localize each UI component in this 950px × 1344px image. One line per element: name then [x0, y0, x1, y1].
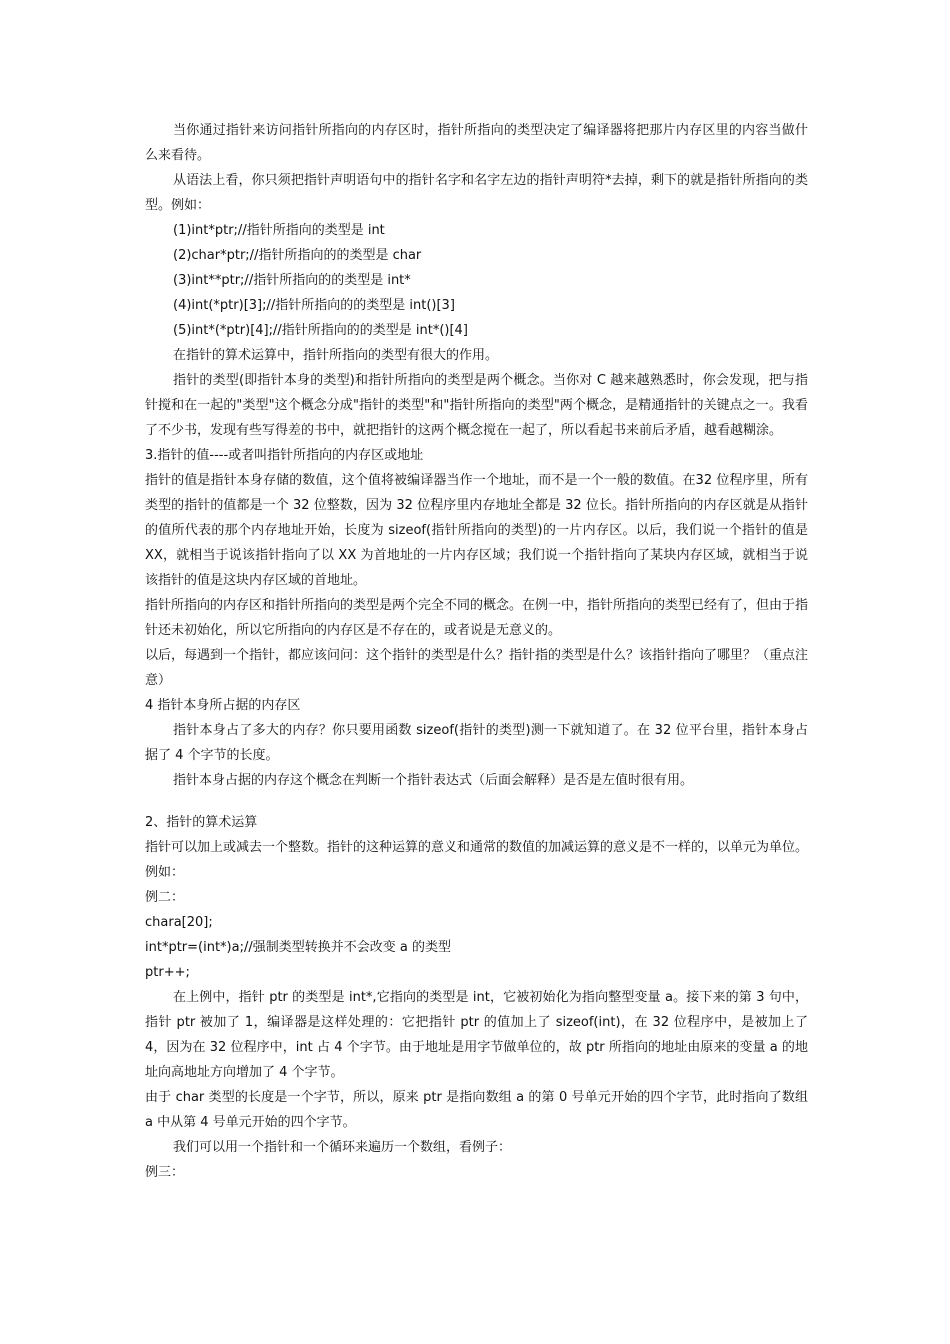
document-body — [145, 118, 808, 1185]
blank-line — [145, 793, 808, 810]
code-line-increment: ptr++; — [145, 965, 190, 980]
paragraph-two-concepts: 指针的类型(即指针本身的类型)和指针所指向的类型是两个概念。当你对 C 越来越熟悉时，你会发现，把与指针搅和在一起的"类型"这个概念分成"指针的类型"和"指针所指向的类型"两个概念，是精通指针的关键点之一。我看了不少书，发现有些写得差的书中，就把指针的这两个概念搅在一起了，所以看起书来前后矛盾，越看越糊涂。 — [145, 373, 808, 438]
example-3-label: 例三： — [145, 1165, 185, 1180]
code-line-pointer-cast: int*ptr=(int*)a;//强制类型转换并不会改变 a 的类型 — [145, 940, 451, 955]
paragraph-questions: 以后，每遇到一个指针，都应该问问：这个指针的类型是什么？指针指的类型是什么？该指针指向了哪里？（重点注意） — [145, 648, 809, 688]
section-heading-pointer-size: 4 指针本身所占据的内存区 — [145, 698, 301, 713]
code-example-3: (3)int**ptr;//指针所指向的的类型是 int* — [173, 273, 411, 288]
paragraph-pointee-type-intro: 当你通过指针来访问指针所指向的内存区时，指针所指向的类型决定了编译器将把那片内存区里的内容当做什么来看待。 — [145, 123, 808, 163]
paragraph-lvalue: 指针本身占据的内存这个概念在判断一个指针表达式（后面会解释）是否是左值时很有用。 — [173, 773, 694, 788]
paragraph-sizeof: 指针本身占了多大的内存？你只要用函数 sizeof(指针的类型)测一下就知道了。在 32 位平台里，指针本身占据了 4 个字节的长度。 — [145, 723, 808, 763]
section-heading-pointer-value: 3.指针的值----或者叫指针所指向的内存区或地址 — [145, 448, 424, 463]
code-example-1: (1)int*ptr;//指针所指向的类型是 int — [173, 223, 385, 238]
paragraph-arithmetic-intro: 指针可以加上或减去一个整数。指针的这种运算的意义和通常的数值的加减运算的意义是不一样的，以单元为单位。例如： — [145, 840, 809, 880]
paragraph-arithmetic-role: 在指针的算术运算中，指针所指向的类型有很大的作用。 — [173, 348, 499, 363]
code-example-5: (5)int*(*ptr)[4];//指针所指向的的类型是 int*()[4] — [173, 323, 468, 338]
example-2-label: 例二： — [145, 890, 185, 905]
paragraph-char-length: 由于 char 类型的长度是一个字节，所以，原来 ptr 是指向数组 a 的第 0 号单元开始的四个字节，此时指向了数组 a 中从第 4 号单元开始的四个字节。 — [145, 1090, 808, 1130]
code-example-4: (4)int(*ptr)[3];//指针所指向的的类型是 int()[3] — [173, 298, 455, 313]
paragraph-increment-explanation: 在上例中，指针 ptr 的类型是 int*,它指向的类型是 int，它被初始化为指向整型变量 a。接下来的第 3 句中，指针 ptr 被加了 1，编译器是这样处理的：它把指针 ptr 的值加上了 sizeof(int)，在 32 位程序中，是被加上了 4，因为在 32 位程序中，int 占 4 个字节。由于地址是用字节做单位的，故 ptr 所指向的地址由原来的变量 a 的地址向高地址方向增加了 4 个字节。 — [145, 990, 808, 1080]
paragraph-syntax-rule: 从语法上看，你只须把指针声明语句中的指针名字和名字左边的指针声明符*去掉，剩下的就是指针所指向的类型。例如： — [145, 173, 808, 213]
code-example-2: (2)char*ptr;//指针所指向的的类型是 char — [173, 248, 422, 263]
paragraph-memory-vs-type: 指针所指向的内存区和指针所指向的类型是两个完全不同的概念。在例一中，指针所指向的类型已经有了，但由于指针还未初始化，所以它所指向的内存区是不存在的，或者说是无意义的。 — [145, 598, 809, 638]
section-heading-arithmetic: 2、指针的算术运算 — [145, 815, 258, 830]
code-line-array-decl: chara[20]; — [145, 915, 213, 930]
paragraph-loop-intro: 我们可以用一个指针和一个循环来遍历一个数组，看例子： — [173, 1140, 512, 1155]
paragraph-pointer-value: 指针的值是指针本身存储的数值，这个值将被编译器当作一个地址，而不是一个一般的数值。在32 位程序里，所有类型的指针的值都是一个 32 位整数，因为 32 位程序里内存地址全都是 32 位长。指针所指向的内存区就是从指针的值所代表的那个内存地址开始，长度为 sizeof(指针所指向的类型)的一片内存区。以后，我们说一个指针的值是 XX，就相当于说该指针指向了以 XX 为首地址的一片内存区域；我们说一个指针指向了某块内存区域，就相当于说该指针的值是这块内存区域的首地址。 — [145, 473, 808, 588]
